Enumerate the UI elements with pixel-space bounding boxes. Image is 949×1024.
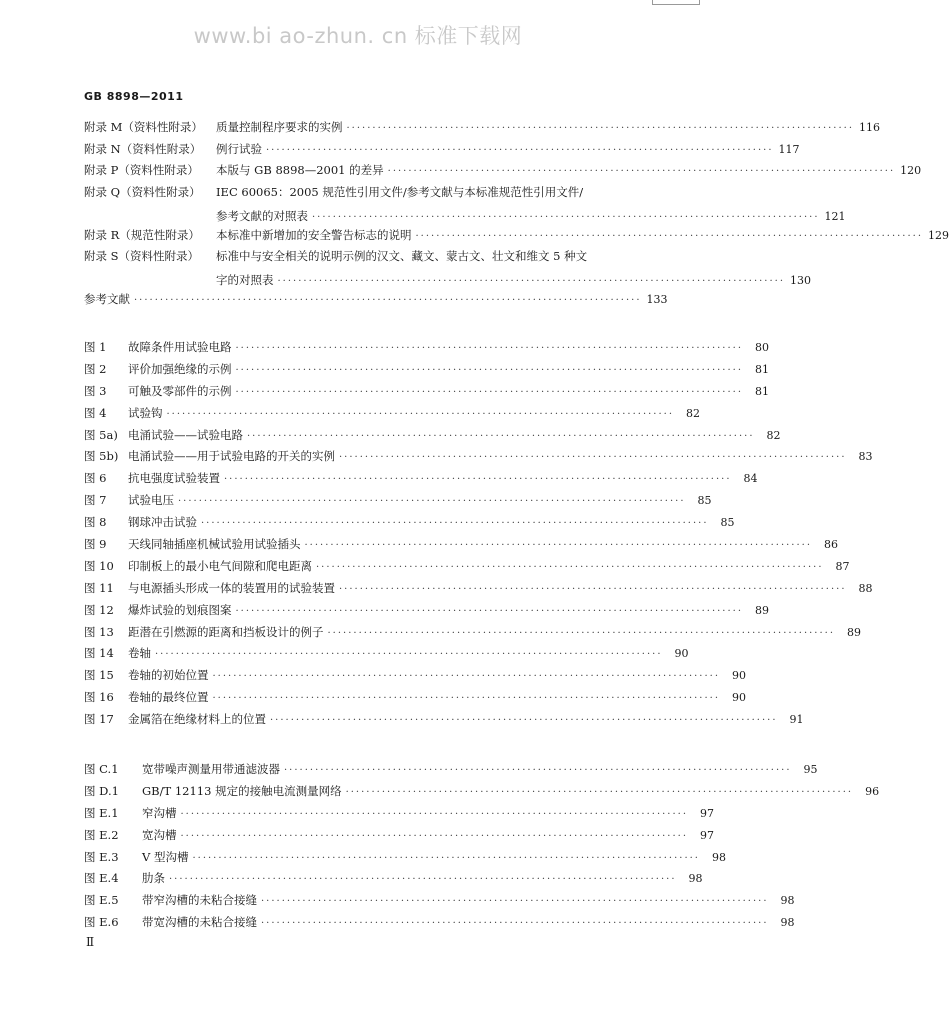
toc-entry-page: 130 xyxy=(790,274,812,287)
toc-entry-figure[interactable] xyxy=(84,914,795,936)
leader-dots: ·································································································· xyxy=(270,715,778,727)
leader-dots: ·································································································· xyxy=(180,808,689,820)
toc-entry-page: 84 xyxy=(743,472,758,486)
toc-entry-label: 图 2 xyxy=(84,361,107,376)
toc-entry-page: 97 xyxy=(700,828,715,842)
toc-entry-figure[interactable] xyxy=(84,827,715,849)
toc-entry-title: 宽带噪声测量用带通滤波器 xyxy=(142,762,280,776)
toc-entry-page: 91 xyxy=(789,713,804,727)
toc-entry-appendix-s[interactable] xyxy=(84,248,812,291)
toc-entry-page: 81 xyxy=(755,384,770,398)
toc-entry-page: 95 xyxy=(803,763,818,776)
toc-entry-title: 金属箔在绝缘材料上的位置 xyxy=(128,712,266,727)
toc-entry-label: 图 5b) xyxy=(84,449,119,464)
leader-dots: ·································································································· xyxy=(345,786,854,798)
toc-entry-title: 试验电压 xyxy=(128,493,174,508)
toc-entry-title: 宽沟槽 xyxy=(142,827,177,842)
toc-entry-label: 图 11 xyxy=(84,580,114,595)
leader-dots: ·································································································· xyxy=(266,144,774,156)
toc-entry-title: 印制板上的最小电气间隙和爬电距离 xyxy=(128,558,312,573)
appendix-list xyxy=(84,119,949,313)
toc-entry-label: 图 5a) xyxy=(84,427,118,442)
toc-entry-title: 本版与 GB 8898—2001 的差异 xyxy=(216,163,384,177)
toc-entry-figure[interactable] xyxy=(84,580,873,602)
toc-entry-figure[interactable] xyxy=(84,602,770,624)
toc-entry-label: 图 13 xyxy=(84,624,114,639)
toc-entry-figure[interactable] xyxy=(84,783,880,805)
toc-entry-title: 带窄沟槽的未粘合接缝 xyxy=(142,893,257,908)
toc-entry-label: 附录 M（资料性附录） xyxy=(84,120,203,134)
toc-entry-label: 图 E.2 xyxy=(84,827,119,842)
toc-entry-page: 86 xyxy=(824,538,839,552)
toc-entry-title: 带宽沟槽的未粘合接缝 xyxy=(142,915,257,930)
toc-entry-page: 116 xyxy=(859,121,881,134)
leader-dots: ·································································································· xyxy=(339,583,847,595)
leader-dots: ·································································································· xyxy=(192,852,700,864)
leader-dots: ·································································································· xyxy=(235,343,744,354)
leader-dots: ·································································································· xyxy=(180,830,689,842)
toc-entry-figure[interactable] xyxy=(84,761,818,783)
toc-entry-page: 117 xyxy=(778,142,800,156)
toc-entry-figure[interactable] xyxy=(84,405,701,427)
toc-entry-label: 图 D.1 xyxy=(84,783,119,798)
toc-entry-label: 图 7 xyxy=(84,493,107,508)
toc-entry-label: 图 C.1 xyxy=(84,762,119,776)
toc-entry-page: 88 xyxy=(858,581,873,595)
toc-entry-figure[interactable] xyxy=(84,383,770,405)
toc-entry-page: 89 xyxy=(847,625,862,639)
toc-entry-label: 附录 N（资料性附录） xyxy=(84,141,202,156)
leader-dots: ·································································································· xyxy=(277,276,786,287)
toc-entry-title: 可触及零部件的示例 xyxy=(128,383,232,398)
toc-entry-label: 图 E.4 xyxy=(84,871,119,886)
toc-entry-label: 图 E.6 xyxy=(84,915,119,930)
toc-entry-title: 肋条 xyxy=(142,871,165,886)
toc-entry-figure[interactable] xyxy=(84,689,747,711)
toc-entry-figure[interactable] xyxy=(84,558,850,580)
toc-entry-page: 96 xyxy=(865,784,880,798)
toc-entry-title: 卷轴的最终位置 xyxy=(128,690,209,705)
annex-figure-list xyxy=(84,761,880,936)
toc-entry-title: GB/T 12113 规定的接触电流测量网络 xyxy=(142,783,342,798)
toc-entry-figure[interactable] xyxy=(84,470,758,492)
toc-entry-page: 85 xyxy=(697,494,712,508)
figure-list xyxy=(84,339,873,733)
toc-entry-label: 图 9 xyxy=(84,537,107,552)
toc-entry-figure[interactable] xyxy=(84,645,689,667)
toc-entry-title: 故障条件用试验电路 xyxy=(128,340,232,354)
toc-entry-title: 标准中与安全相关的说明示例的汉文、藏文、蒙古文、壮文和维文 5 种文 xyxy=(216,249,588,263)
toc-entry-figure[interactable] xyxy=(84,339,770,361)
toc-entry-title: V 型沟槽 xyxy=(142,849,189,864)
toc-entry-page: 129 xyxy=(928,228,949,242)
leader-dots: ·································································································· xyxy=(415,230,924,242)
toc-entry-appendix-q[interactable] xyxy=(84,184,846,227)
toc-entry-title: 爆炸试验的划痕图案 xyxy=(128,602,232,617)
toc-entry-label: 图 6 xyxy=(84,471,107,486)
corner-crop-mark xyxy=(652,0,700,5)
toc-entry-page: 90 xyxy=(732,691,747,705)
leader-dots: ·································································································· xyxy=(235,364,744,376)
watermark: www.bi ao-zhun. cn 标准下载网 xyxy=(193,24,523,48)
page-number: Ⅱ xyxy=(86,935,95,949)
toc-entry-title: 本标准中新增加的安全警告标志的说明 xyxy=(216,227,412,242)
toc-entry-title: 卷轴的初始位置 xyxy=(128,668,209,683)
leader-dots: ·································································································· xyxy=(304,540,813,552)
toc-entry-label: 图 12 xyxy=(84,602,114,617)
toc-entry-title: 例行试验 xyxy=(216,141,262,156)
toc-entry-title: 抗电强度试验装置 xyxy=(128,471,220,486)
toc-entry-page: 98 xyxy=(688,872,703,886)
leader-dots: ·································································································· xyxy=(212,671,721,683)
leader-dots: ·································································································· xyxy=(316,561,824,573)
leader-dots: ·································································································· xyxy=(284,765,792,776)
toc-entry-figure[interactable] xyxy=(84,448,873,470)
toc-entry-title: 质量控制程序要求的实例 xyxy=(216,120,343,134)
toc-entry-title: 评价加强绝缘的示例 xyxy=(128,361,232,376)
toc-entry-page: 87 xyxy=(835,559,850,573)
toc-entry-label: 图 E.5 xyxy=(84,893,119,908)
toc-entry-label: 附录 P（资料性附录） xyxy=(84,163,199,177)
toc-entry-title: 参考文献 xyxy=(84,292,130,306)
toc-entry-title: IEC 60065：2005 规范性引用文件/参考文献与本标准规范性引用文件/ xyxy=(216,184,584,199)
toc-entry-title: 天线同轴插座机械试验用试验插头 xyxy=(128,537,301,552)
toc-entry-references[interactable] xyxy=(84,291,668,313)
toc-entry-page: 98 xyxy=(780,894,795,908)
toc-entry-page: 82 xyxy=(766,428,781,442)
toc-entry-page: 133 xyxy=(646,293,668,306)
toc-entry-label: 图 1 xyxy=(84,340,107,354)
toc-entry-title: 试验钩 xyxy=(128,405,163,420)
toc-entry-figure[interactable] xyxy=(84,892,795,914)
toc-entry-page: 121 xyxy=(824,209,846,223)
leader-dots: ·································································································· xyxy=(224,474,732,486)
toc-entry-label: 图 14 xyxy=(84,646,114,661)
toc-entry-figure[interactable] xyxy=(84,870,703,892)
toc-entry-page: 98 xyxy=(780,916,795,930)
toc-entry-label: 图 16 xyxy=(84,690,114,705)
toc-entry-appendix-m[interactable] xyxy=(84,119,881,141)
toc-entry-figure[interactable] xyxy=(84,361,770,383)
toc-entry-page: 98 xyxy=(711,850,726,864)
leader-dots: ·································································································· xyxy=(201,518,709,530)
toc-entry-title: 距潜在引燃源的距离和挡板设计的例子 xyxy=(128,624,324,639)
toc-entry-appendix-p[interactable] xyxy=(84,162,922,184)
leader-dots: ·································································································· xyxy=(327,627,836,639)
leader-dots: ·································································································· xyxy=(261,918,769,930)
toc-entry-label: 图 8 xyxy=(84,515,107,530)
toc-entry-page: 80 xyxy=(755,341,770,354)
toc-entry-page: 81 xyxy=(755,362,770,376)
toc-entry-title: 卷轴 xyxy=(128,646,151,661)
leader-dots: ·································································································· xyxy=(387,166,896,177)
toc-entry-figure[interactable] xyxy=(84,805,715,827)
toc-entry-figure[interactable] xyxy=(84,427,781,449)
toc-entry-appendix-r[interactable] xyxy=(84,227,949,249)
toc-entry-label: 图 10 xyxy=(84,558,114,573)
toc-entry-figure[interactable] xyxy=(84,492,712,514)
toc-entry-label: 附录 R（规范性附录） xyxy=(84,227,200,242)
toc-entry-label: 图 15 xyxy=(84,668,114,683)
standard-id: GB 8898—2011 xyxy=(84,90,184,103)
toc-entry-figure[interactable] xyxy=(84,514,735,536)
leader-dots: ·································································································· xyxy=(235,386,744,398)
toc-entry-page: 82 xyxy=(686,406,701,420)
toc-entry-page: 90 xyxy=(732,669,747,683)
leader-dots: ·································································································· xyxy=(339,452,847,464)
leader-dots: ·································································································· xyxy=(134,295,642,306)
leader-dots: ·································································································· xyxy=(346,123,855,134)
toc-entry-appendix-n[interactable] xyxy=(84,141,800,163)
toc-entry-title-continued: 参考文献的对照表 xyxy=(216,208,308,223)
leader-dots: ·································································································· xyxy=(169,874,677,886)
toc-entry-title: 钢球冲击试验 xyxy=(128,515,197,530)
toc-entry-label: 图 3 xyxy=(84,383,107,398)
toc-entry-page: 83 xyxy=(858,450,873,464)
toc-entry-title-continued: 字的对照表 xyxy=(216,273,274,287)
leader-dots: ·································································································· xyxy=(155,649,663,661)
toc-entry-label: 附录 S（资料性附录） xyxy=(84,249,200,263)
toc-entry-label: 图 4 xyxy=(84,405,107,420)
toc-entry-figure[interactable] xyxy=(84,711,804,733)
toc-entry-figure[interactable] xyxy=(84,849,726,871)
leader-dots: ·································································································· xyxy=(247,430,755,442)
toc-entry-figure[interactable] xyxy=(84,667,747,689)
toc-entry-label: 图 E.3 xyxy=(84,849,119,864)
toc-entry-title: 电涌试验——用于试验电路的开关的实例 xyxy=(128,449,335,464)
toc-entry-page: 97 xyxy=(700,806,715,820)
leader-dots: ·································································································· xyxy=(166,408,675,420)
toc-entry-label: 附录 Q（资料性附录） xyxy=(84,184,201,199)
toc-entry-page: 85 xyxy=(720,516,735,530)
leader-dots: ·································································································· xyxy=(212,693,721,705)
toc-entry-title: 电涌试验——试验电路 xyxy=(128,427,243,442)
toc-entry-figure[interactable] xyxy=(84,536,839,558)
toc-entry-title: 与电源插头形成一体的装置用的试验装置 xyxy=(128,580,335,595)
toc-entry-label: 图 E.1 xyxy=(84,805,119,820)
toc-entry-page: 89 xyxy=(755,603,770,617)
toc-entry-page: 120 xyxy=(900,164,922,177)
toc-entry-label: 图 17 xyxy=(84,712,114,727)
leader-dots: ·································································································· xyxy=(178,496,686,508)
toc-entry-title: 窄沟槽 xyxy=(142,805,177,820)
toc-entry-figure[interactable] xyxy=(84,624,862,646)
leader-dots: ·································································································· xyxy=(312,211,820,223)
toc-entry-page: 90 xyxy=(674,647,689,661)
leader-dots: ·································································································· xyxy=(235,605,744,617)
leader-dots: ·································································································· xyxy=(261,896,769,908)
